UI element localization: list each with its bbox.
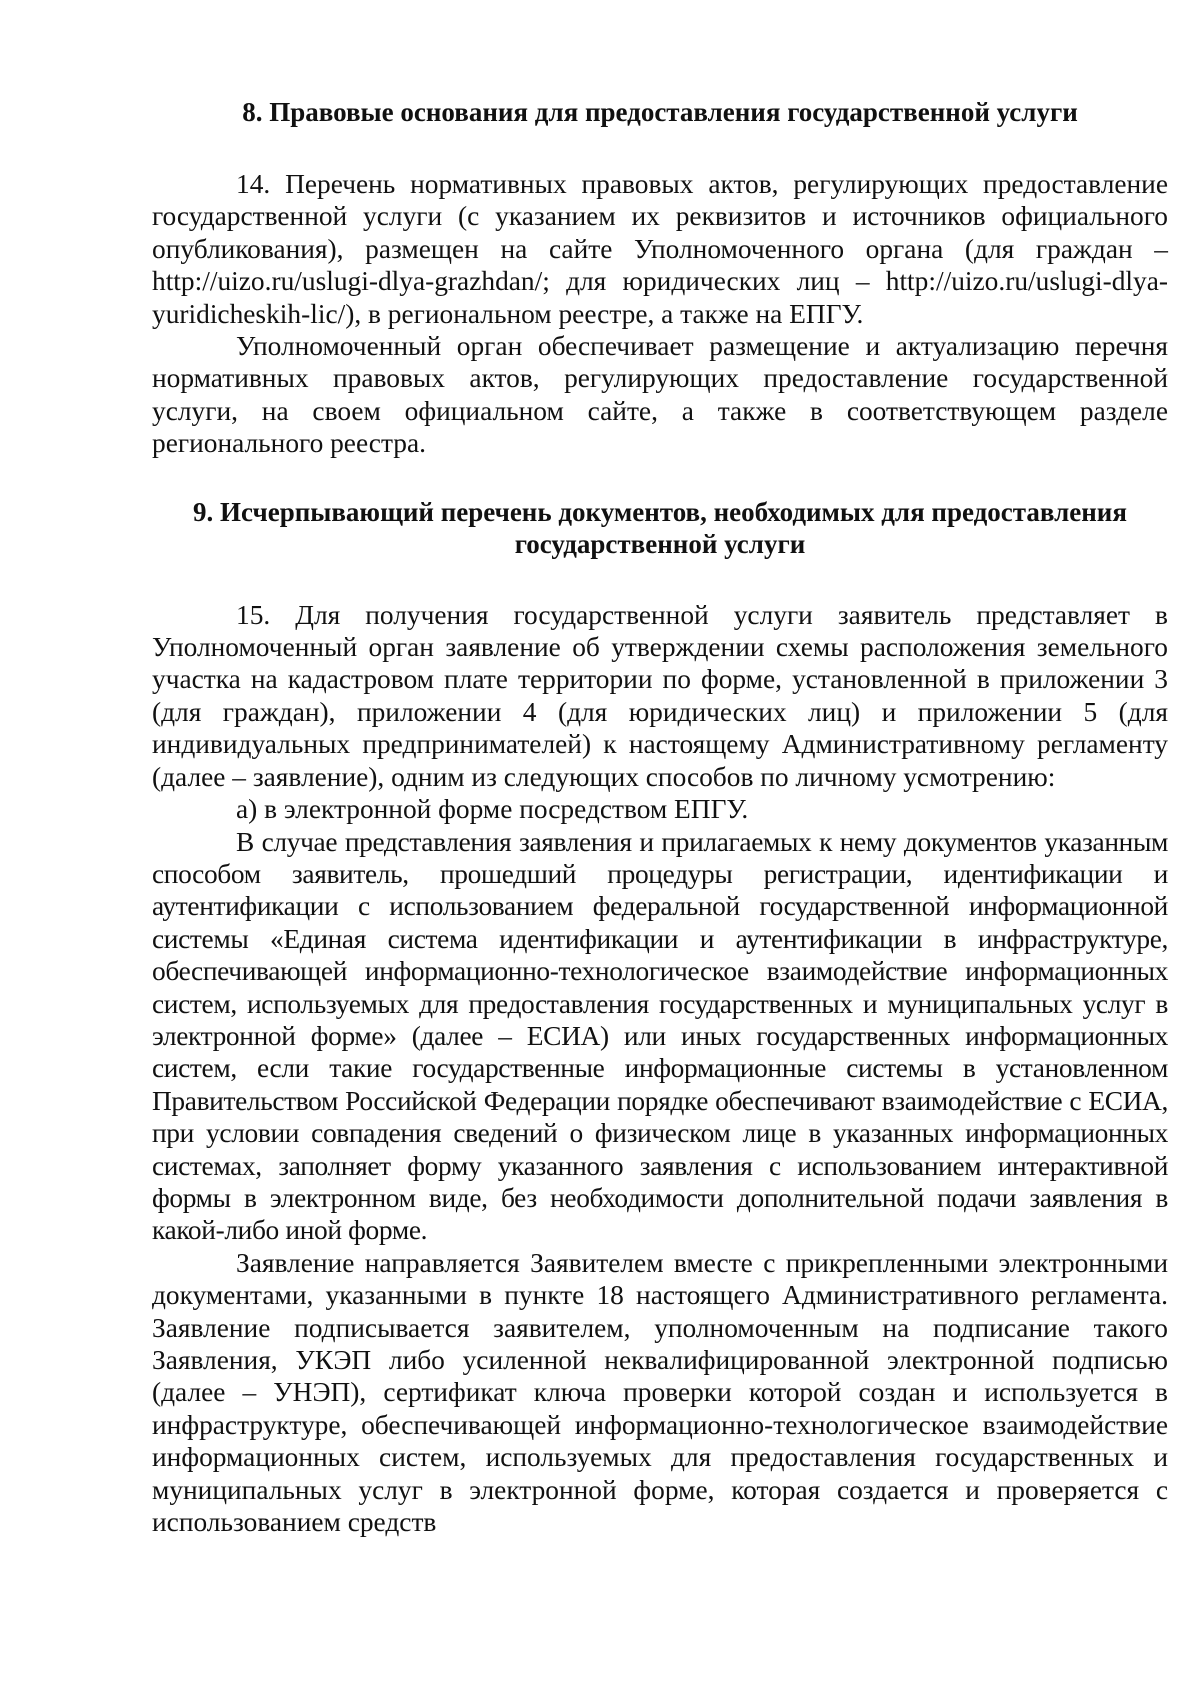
paragraph-14: 14. Перечень нормативных правовых актов, регулирующих предоставление государственной услуги (с указанием их реквизитов и источников официального опубликования), размещен на сайте Уполномоченного органа (для граждан – http://uizo.ru/uslugi-dlya-grazhdan/; для юридических лиц – http://uizo.ru/uslugi-dlya-yuridicheskih-lic/), в региональном реестре, а также на ЕПГУ. <box>152 169 1168 329</box>
section-9-heading <box>152 496 1168 560</box>
paragraph-14-continuation: Уполномоченный орган обеспечивает размещение и актуализацию перечня нормативных правовых актов, регулирующих предоставление государственной услуги, на своем официальном сайте, а также в соответствующем разделе регионального реестра. <box>152 331 1168 459</box>
section-9-heading-line-2: государственной услуги <box>514 528 806 559</box>
paragraph-15-esia: В случае представления заявления и прилагаемых к нему документов указанным способом заявитель, прошедший процедуры регистрации, идентификации и аутентификации с использованием федеральной государственной информационной системы «Единая система идентификации и аутентификации в инфраструктуре, обеспечивающей информационно-технологическое взаимодействие информационных систем, используемых для предоставления государственных и муниципальных услуг в электронной форме» (далее – ЕСИА) или иных государственных информационных систем, если такие государственные информационные системы в установленном Правительством Российской Федерации порядке обеспечивают взаимодействие с ЕСИА, при условии совпадения сведений о физическом лице в указанных информационных системах, заполняет форму указанного заявления с использованием интерактивной формы в электронном виде, без необходимости дополнительной подачи заявления в какой-либо иной форме. <box>152 826 1168 1246</box>
section-8-heading: 8. Правовые основания для предоставления государственной услуги <box>242 97 1078 127</box>
paragraph-15: 15. Для получения государственной услуги заявитель представляет в Уполномоченный орган заявление об утверждении схемы расположения земельного участка на кадастровом плате территории по форме, установленной в приложении 3 (для граждан), приложении 4 (для юридических лиц) и приложении 5 (для индивидуальных предпринимателей) к настоящему Административному регламенту (далее – заявление), одним из следующих способов по личному усмотрению: <box>152 599 1168 792</box>
paragraph-15-item-a: а) в электронной форме посредством ЕПГУ. <box>236 794 749 825</box>
document-page <box>152 96 1168 1538</box>
section-9-heading-line-1: 9. Исчерпывающий перечень документов, необходимых для предоставления <box>193 496 1127 527</box>
paragraph-15-signature: Заявление направляется Заявителем вместе с прикрепленными электронными документами, указанными в пункте 18 настоящего Административного регламента. Заявление подписывается заявителем, уполномоченным на подписание такого Заявления, УКЭП либо усиленной неквалифицированной электронной подписью (далее – УНЭП), сертификат ключа проверки которой создан и используется в инфраструктуре, обеспечивающей информационно-технологическое взаимодействие информационных систем, используемых для предоставления государственных и муниципальных услуг в электронной форме, которая создается и проверяется с использованием средств <box>152 1247 1168 1538</box>
